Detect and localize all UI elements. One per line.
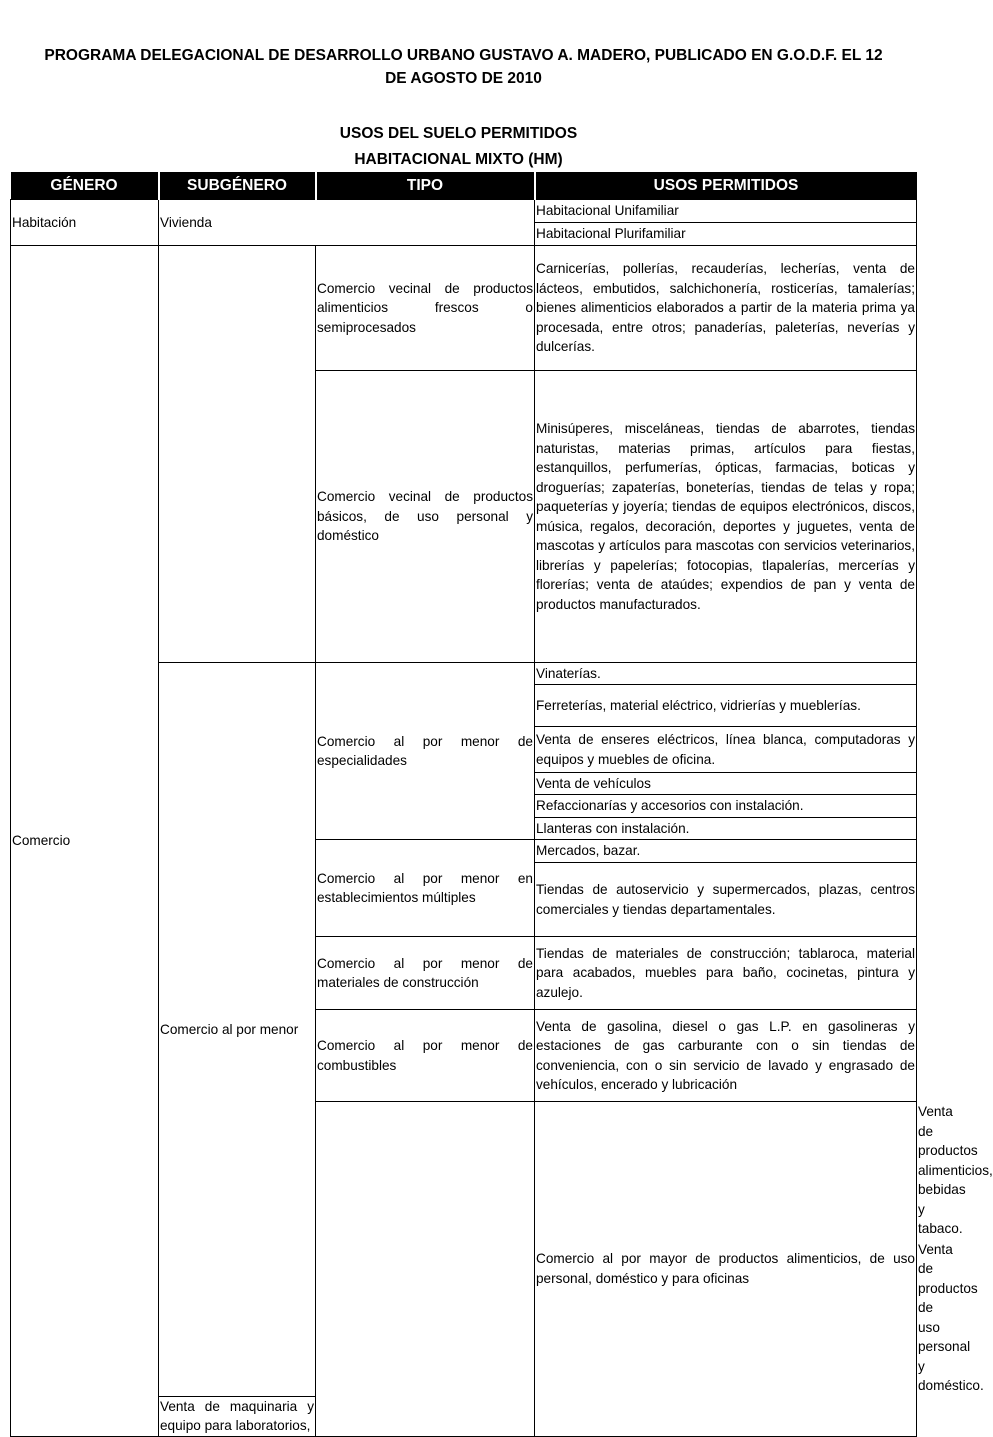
zone-title: HABITACIONAL MIXTO (HM): [354, 151, 563, 168]
tipo-cell: Comercio al por mayor de productos alimenticios, de uso personal, doméstico y para oficinas: [535, 1102, 917, 1437]
header-line-2: DE AGOSTO DE 2010: [385, 70, 542, 87]
uso-cell: Vinaterías.: [535, 663, 917, 685]
uso-cell: Venta de maquinaria y equipo para laboratorios,: [159, 1396, 316, 1436]
header-usos: USOS PERMITIDOS: [535, 172, 917, 200]
uso-cell: Mercados, bazar.: [535, 840, 917, 863]
section-title: USOS DEL SUELO PERMITIDOS: [339, 125, 578, 142]
table-row: [11, 246, 917, 371]
header-subgenero: SUBGÉNERO: [159, 172, 316, 200]
uso-cell: Tiendas de materiales de construcción; tablaroca, material para acabados, muebles para baño, cocinetas, pintura y azulejo.: [535, 937, 917, 1010]
subgenero-cell: Vivienda: [159, 200, 535, 246]
subgenero-cell: [159, 246, 316, 663]
uso-cell: Carnicerías, pollerías, recauderías, lecherías, venta de lácteos, embutidos, salchichonería, rosticerías, tamalerías; bienes alimenticios elaborados a partir de la materia prima ya procesada, entre otros; panaderías, paleterías, neverías y dulcerías.: [535, 246, 917, 371]
uso-cell: Refaccionarías y accesorios con instalación.: [535, 795, 917, 818]
subgenero-cell: [316, 1102, 535, 1437]
uso-cell: Venta de vehículos: [535, 773, 917, 795]
tipo-cell: Comercio vecinal de productos básicos, de uso personal y doméstico: [316, 371, 535, 663]
uso-cell: Llanteras con instalación.: [535, 818, 917, 840]
header-genero: GÉNERO: [11, 172, 159, 200]
header-line-1: PROGRAMA DELEGACIONAL DE DESARROLLO URBANO GUSTAVO A. MADERO, PUBLICADO EN G.O.D.F. EL 12: [44, 47, 883, 64]
tipo-cell: Comercio al por menor en establecimientos múltiples: [316, 840, 535, 937]
table-header-row: [11, 172, 917, 200]
uso-cell: Venta de gasolina, diesel o gas L.P. en gasolineras y estaciones de gas carburante con o sin tiendas de conveniencia, con o sin servicio de lavado y engrasado de vehículos, encerado y lubricación: [535, 1010, 917, 1102]
uses-table: [10, 172, 993, 1437]
uso-cell: Ferreterías, material eléctrico, vidrierías y mueblerías.: [535, 685, 917, 727]
table-row: Comercio al por mayor de productos alimenticios, de uso personal, doméstico y para oficinas Venta de productos alimenticios, bebidas y tabaco.: [11, 1102, 917, 1240]
document-header: [10, 44, 917, 90]
uso-cell: Habitacional Plurifamiliar: [535, 223, 917, 246]
tipo-cell: Comercio vecinal de productos alimenticios frescos o semiprocesados: [316, 246, 535, 371]
table-row: Venta de productos de uso personal y doméstico.: [918, 1241, 984, 1393]
tipo-cell: Comercio al por menor de materiales de construcción: [316, 937, 535, 1010]
uso-cell: Habitacional Unifamiliar: [535, 200, 917, 223]
genero-cell: Comercio: [11, 246, 159, 1437]
genero-cell: Habitación: [11, 200, 159, 246]
tipo-cell: Comercio al por menor de especialidades: [316, 663, 535, 840]
header-tipo: TIPO: [316, 172, 535, 200]
uso-cell: Minisúperes, misceláneas, tiendas de abarrotes, tiendas naturistas, materias primas, artículos para fiestas, estanquillos, perfumerías, ópticas, farmacias, boticas y droguerías; zapaterías, boneterías, tiendas de telas y ropa; paqueterías y joyería; tiendas de equipos electrónicos, discos, música, regalos, decoración, deportes y juguetes, venta de mascotas y artículos para mascotas con servicios veterinarios, librerías y papelerías; fotocopias, tlapalerías, mercerías y florerías; venta de ataúdes; expendios de pan y venta de productos manufacturados.: [535, 371, 917, 663]
uso-cell: Tiendas de autoservicio y supermercados, plazas, centros comerciales y tiendas departamentales.: [535, 863, 917, 937]
uso-cell: Venta de enseres eléctricos, línea blanca, computadoras y equipos y muebles de oficina.: [535, 727, 917, 773]
tipo-cell: Comercio al por menor de combustibles: [316, 1010, 535, 1102]
subgenero-cell: Comercio al por menor: [159, 663, 316, 1397]
table-row: [11, 200, 917, 223]
